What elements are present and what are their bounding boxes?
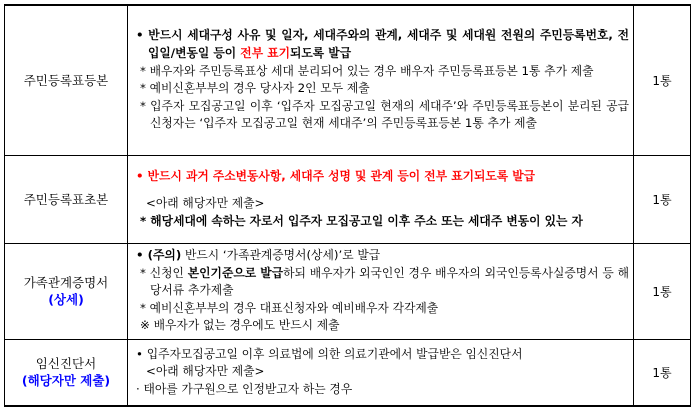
quantity: 1통 [652, 73, 672, 88]
issue-instruction: • 반드시 과거 주소변동사항, 세대주 성명 및 관계 등이 전부 표기되도록 발급 [136, 168, 536, 183]
note-line: * 배우자와 주민등록표상 세대 분리되어 있는 경우 배우자 주민등록표등본 1통 추가 제출 [140, 63, 594, 78]
note-line: * 예비신혼부부의 경우 당사자 2인 모두 제출 [140, 81, 370, 96]
document-name-cell [5, 243, 128, 339]
document-name: 주민등록표등본 [23, 72, 109, 88]
document-name-qualifier: (상세) [48, 292, 84, 307]
instruction-text: 되도록 발급 [290, 46, 352, 61]
note-line: * 입주자 모집공고일 이후 ‘입주자 모집공고일 현재의 세대주’와 주민등록표등본이 분리된 공급신청자는 ‘입주자 모집공고일 현재 세대주’의 주민등록표등본 1통 추가 제출 [140, 98, 629, 131]
document-name-qualifier: (해당자만 제출) [21, 373, 111, 389]
condition-label: <아래 해당자만 제출> [146, 364, 265, 379]
document-description-cell [128, 339, 634, 406]
table-row [5, 5, 691, 155]
document-description-cell [128, 155, 634, 243]
note-line: ※ 배우자가 없는 경우에도 반드시 제출 [140, 318, 340, 333]
document-name: 가족관계증명서 [23, 275, 109, 290]
document-name-cell [5, 339, 128, 406]
quantity-cell [634, 243, 691, 339]
quantity: 1통 [652, 192, 672, 207]
highlight-text: 전부 표기 [240, 46, 290, 61]
document-name-cell [5, 5, 128, 155]
issue-instruction [136, 27, 629, 62]
instruction-text: • 반드시 세대구성 사유 및 일자, 세대주와의 관계, 세대주 및 세대원 전원의 주민등록번호, 전입일/변동일 등이 [136, 28, 629, 61]
document-description-cell [128, 243, 634, 339]
quantity-cell [634, 339, 691, 406]
spacer [136, 185, 629, 195]
document-name: 임신진단서 [35, 356, 97, 372]
note-text: * 신청인 [140, 265, 188, 280]
quantity: 1통 [652, 284, 672, 299]
table-row [5, 155, 691, 243]
table-row [5, 243, 691, 339]
issue-instruction: • 입주자모집공고일 이후 의료법에 의한 의료기관에서 발급받은 임신진단서 [136, 346, 523, 361]
instruction-text: 반드시 ‘가족관계증명서(상세)’로 발급 [181, 248, 381, 263]
note-line: * 예비신혼부부의 경우 대표신청자와 예비배우자 각각제출 [140, 300, 439, 315]
condition-label: <아래 해당자만 제출> [146, 196, 265, 211]
note-line: * 해당세대에 속하는 자로서 입주자 모집공고일 이후 주소 또는 세대주 변동이 있는 자 [140, 213, 583, 228]
caution-label: • (주의) [136, 248, 182, 263]
quantity-cell [634, 155, 691, 243]
document-name-cell [5, 155, 128, 243]
note-line: · 태아를 가구원으로 인정받고자 하는 경우 [136, 382, 353, 397]
document-description-cell [128, 5, 634, 155]
note-line [136, 265, 629, 300]
table-row [5, 339, 691, 406]
document-name: 주민등록표초본 [23, 191, 109, 207]
quantity: 1통 [652, 365, 672, 380]
issue-instruction [136, 247, 629, 265]
highlight-text: 본인기준으로 발급 [187, 265, 284, 280]
required-documents-table [4, 4, 691, 407]
quantity-cell [634, 5, 691, 155]
note-text: 하되 배우자가 외국인인 경우 배우자의 외국인등록사실증명서 등 해당서류 추가제출 [150, 265, 629, 298]
